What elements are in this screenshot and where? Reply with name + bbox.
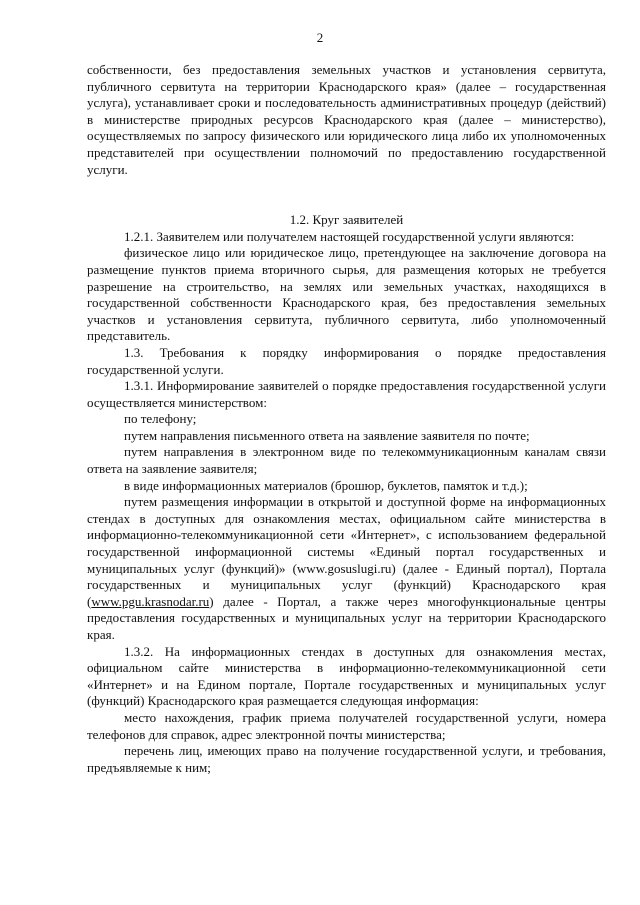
list-item-phone: по телефону; <box>124 411 197 427</box>
section-heading: 1.2. Круг заявителей <box>289 212 404 228</box>
list-item-persons: перечень лиц, имеющих право на получение государственной услуги, и требования, предъявляемые к ним; <box>87 743 606 775</box>
list-item-location: место нахождения, график приема получателей государственной услуги, номера телефонов для справок, адрес электронной почты министерства; <box>87 709 606 742</box>
list-item-electronic: путем направления в электронном виде по телекоммуникационным каналам связи ответа на заявление заявителя; <box>87 444 606 477</box>
stands-text-b: ) далее - Портал, а также через многофункциональные центры предоставления государственных и муниципальных услуг на территории Краснодарского края. <box>87 593 606 642</box>
list-item-stands <box>87 494 606 643</box>
portal-link[interactable]: www.pgu.krasnodar.ru <box>91 593 210 609</box>
applicant-description: физическое лицо или юридическое лицо, претендующее на заключение договора на размещение пунктов приема вторичного сырья, для размещения которых не требуется разрешение на строительство, на землях или земельных участках, находящихся в государственной собственности Краснодарского края, без предоставления земельных участков и установления сервитута, публичного сервитута, либо уполномоченный представитель. <box>87 245 606 344</box>
list-item-mail: путем направления письменного ответа на заявление заявителя по почте; <box>124 427 530 443</box>
list-item-materials: в виде информационных материалов (брошюр, буклетов, памяток и т.д.); <box>124 477 528 493</box>
document-body <box>87 62 606 776</box>
stands-text-a: путем размещения информации в открытой и доступной форме на информационных стендах в доступных для ознакомления местах, официальном сайте министерства в информационно-телекоммуникационной сети «Интернет», с использованием федеральной государственной информационной системы «Единый портал государственных и муниципальных услуг (функций)» (www.gosuslugi.ru) (далее - Единый портал), Портала государственных и муниципальных услуг (функций) Краснодарского края ( <box>87 494 606 609</box>
intro-paragraph: собственности, без предоставления земельных участков и установления сервитута, публичного сервитута на территории Краснодарского края» (далее – государственная услуга), устанавливает сроки и последовательность административных процедур (действий) в министерстве природных ресурсов Краснодарского края (далее – министерство), осуществляемых по запросу физического или юридического лица либо их уполномоченных представителей при осуществлении полномочий по предоставлению государственной услуги. <box>87 62 606 177</box>
paragraph-1-3: 1.3. Требования к порядку информирования о порядке предоставления государственной услуги. <box>87 344 606 377</box>
paragraph-1-3-1: 1.3.1. Информирование заявителей о порядке предоставления государственной услуги осуществляется министерством: <box>87 378 606 410</box>
paragraph-1-2-1: 1.2.1. Заявителем или получателем настоящей государственной услуги являются: <box>124 228 575 244</box>
paragraph-1-3-2: 1.3.2. На информационных стендах в доступных для ознакомления местах, официальном сайте министерства в информационно-телекоммуникационной сети «Интернет» и на Едином портале, Портале государственных и муниципальных услуг (функций) Краснодарского края размещается следующая информация: <box>87 643 606 709</box>
page-number: 2 <box>316 30 324 45</box>
